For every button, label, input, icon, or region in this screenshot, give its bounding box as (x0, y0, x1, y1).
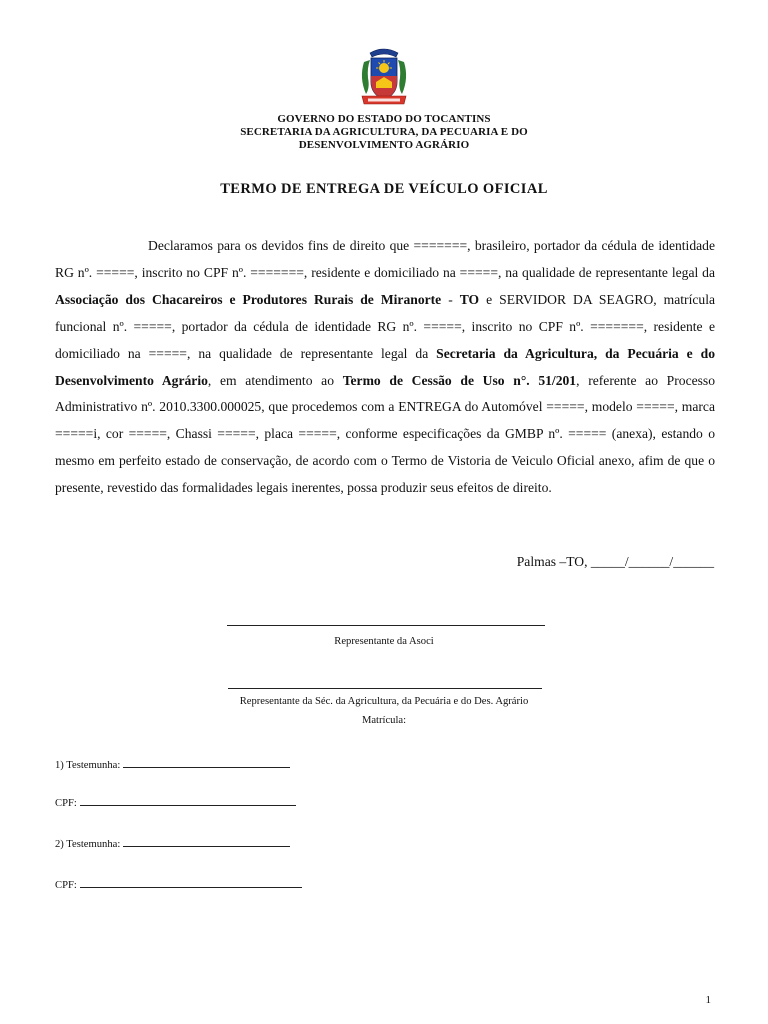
document-title: TERMO DE ENTREGA DE VEÍCULO OFICIAL (220, 181, 548, 197)
cpf-2-line (80, 877, 302, 888)
body-part-3: , em atendimento ao (207, 372, 343, 388)
document-header (0, 113, 768, 152)
body-part-2: e SERVIDOR DA SEAGRO, matrícula funcional nº. =====, portador da cédula de identidade RG nº. =====, inscrito no CPF nº. =======, residente e domiciliado na =====, na qualidade de representante legal da (55, 291, 716, 361)
signature-line-1 (227, 625, 545, 626)
page-number: 1 (705, 994, 711, 1006)
declaration-paragraph (55, 233, 715, 502)
witness-1-line (123, 757, 290, 768)
signature-label-2: Representante da Séc. da Agricultura, da Pecuária e do Des. Agrário (239, 696, 529, 707)
termo-cessao: Termo de Cessão de Uso n°. 51/201 (342, 372, 577, 388)
witness-1-row (55, 757, 290, 771)
header-line-2: SECRETARIA DA AGRICULTURA, DA PECUARIA E DO (240, 126, 528, 138)
tocantins-coat-of-arms-icon (356, 44, 412, 110)
place-date-line: Palmas –TO, _____/______/______ (516, 554, 714, 569)
witness-2-line (123, 836, 290, 847)
body-part-1: Declaramos para os devidos fins de direito que =======, brasileiro, portador da cédula de identidade RG nº. =====, inscrito no CPF nº. =======, residente e domiciliado na =====, na qualidade de representante legal da (55, 238, 715, 280)
cpf-1-row (55, 795, 296, 809)
signature-matricula: Matrícula: (361, 715, 407, 726)
body-dash: - (441, 291, 460, 307)
witness-2-label: 2) Testemunha: (55, 839, 121, 850)
witness-2-row (55, 836, 290, 850)
secretaria-name: Secretaria da Agricultura, da Pecuária e do Desenvolvimento Agrário (55, 345, 715, 388)
body-part-4: , referente ao Processo Administrativo nº. 2010.3300.000025, que procedemos com a ENTREGA do Automóvel =====, modelo =====, marca =====i, cor =====, Chassi =====, placa =====, conforme especificações da GMBP nº. ===== (anexa), estando o mesmo em perfeito estado de conservação, de acordo com o Termo de Vistoria de Veiculo Oficial anexo, afim de que o presente, revestido das formalidades legais inerentes, possa produzir seus efeitos de direito. (55, 372, 716, 496)
cpf-2-row (55, 877, 302, 891)
association-name: Associação dos Chacareiros e Produtores Rurais de Miranorte (55, 291, 442, 307)
signature-label-1: Representante da Asoci (334, 636, 434, 647)
cpf-1-label: CPF: (55, 798, 77, 809)
signature-line-2 (228, 688, 542, 689)
header-line-1: GOVERNO DO ESTADO DO TOCANTINS (277, 113, 491, 125)
cpf-1-line (80, 795, 296, 806)
header-line-3: DESENVOLVIMENTO AGRÁRIO (298, 139, 470, 151)
witness-1-label: 1) Testemunha: (55, 760, 121, 771)
cpf-2-label: CPF: (55, 880, 77, 891)
state-code: TO (459, 291, 480, 307)
